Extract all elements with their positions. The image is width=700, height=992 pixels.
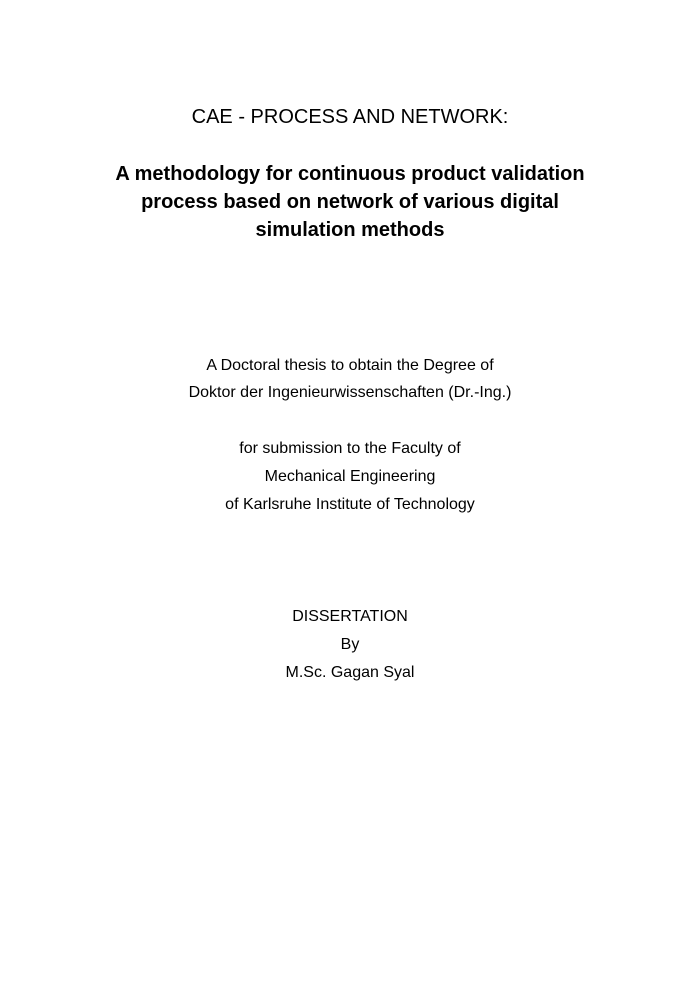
- subtitle-line-3: simulation methods: [255, 219, 445, 241]
- submission-line-1: for submission to the Faculty of: [239, 440, 461, 457]
- document-type: DISSERTATION: [292, 608, 408, 625]
- thesis-purpose-line-1: A Doctoral thesis to obtain the Degree of: [206, 357, 494, 374]
- by-label: By: [340, 636, 360, 653]
- submission-line-3: of Karlsruhe Institute of Technology: [225, 496, 475, 513]
- subtitle-line-2: process based on network of various digital: [141, 191, 559, 213]
- submission-line-2: Mechanical Engineering: [264, 468, 436, 485]
- document-title: CAE - PROCESS AND NETWORK:: [191, 106, 509, 128]
- author-name: M.Sc. Gagan Syal: [285, 664, 415, 681]
- thesis-purpose-line-2: Doktor der Ingenieurwissenschaften (Dr.-Ing.): [188, 384, 512, 401]
- subtitle-line-1: A methodology for continuous product validation: [115, 163, 585, 185]
